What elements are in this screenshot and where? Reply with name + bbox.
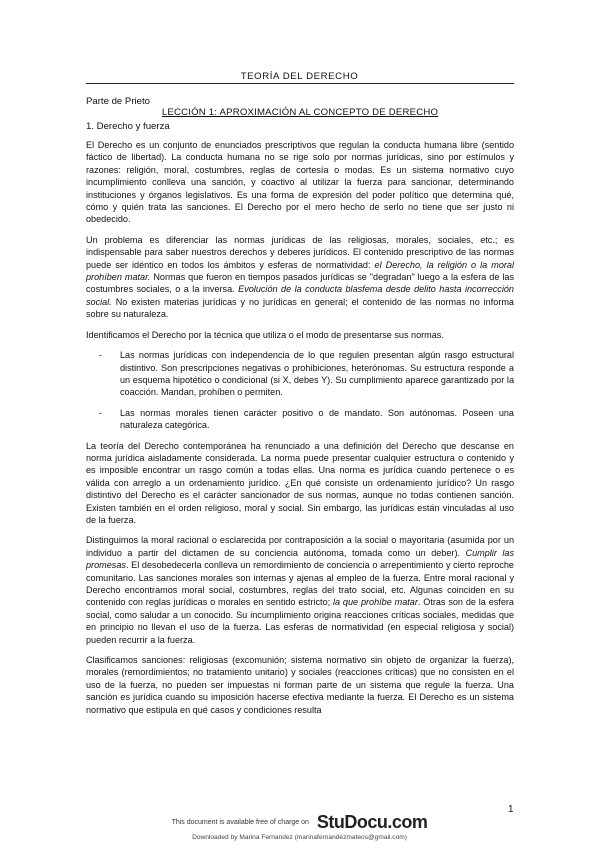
paragraph-5: [86, 534, 514, 646]
bullet-dash: -: [99, 407, 103, 418]
paragraph-2: [86, 234, 514, 321]
bullet-dash: -: [99, 350, 103, 361]
paragraph-2-text-c: No existen materias jurídicas y no jurídicas en general; el contenido de las normas no informa sobre su naturaleza.: [86, 296, 514, 320]
footer-availability: [0, 812, 599, 833]
availability-text: This document is available free of charge on: [171, 819, 309, 826]
paragraph-2-text-a: Un problema es diferenciar las normas jurídicas de las religiosas, morales, sociales, etc.; es indispensable para saber nuestros derechos y deberes jurídicos. El contenido prescriptivo de las normas puede ser idéntico en todos los ámbitos y esferas de normatividad:: [86, 234, 514, 270]
paragraph-2-italic-1: el Derecho, la religión o la moral prohíben matar.: [86, 259, 514, 283]
paragraph-4: La teoría del Derecho contemporánea ha renunciado a una definición del Derecho que descanse en norma jurídica aisladamente considerada. La norma puede presentar cualquier estructura o contenido y es imposible encontrar un rasgo común a todas ellas. Una norma es jurídica cuando pertenece o es válida con arreglo a un ordenamiento jurídico. ¿En qué consiste un ordenamiento jurídico? Un rasgo distintivo del Derecho es el carácter sancionador de sus normas, aunque no todas contienen sanción. Existen también en el orden religioso, moral y social. Sin embargo, las jurídicas están vinculadas al uso de la fuerza.: [86, 440, 514, 525]
document-header-title: TEORÍA DEL DERECHO: [240, 71, 359, 82]
paragraph-2-italic-2: Evolución de la conducta blasfema desde delito hasta incorrección social.: [86, 284, 514, 307]
paragraph-5-text-b: . El desobedecerla conlleva un remordimiento de conciencia o arrepentimiento y cierto reproche comunitario. Las sanciones morales son internas y ajenas al empleo de la fuerza. Entre moral racional y Derecho encontramos moral social, costumbres, reglas del trato social, etc. Algunas coinciden en su contenido con reglas jurídicas o morales en sentido estricto;: [86, 560, 514, 608]
paragraph-2-text-b: Normas que fueron en tiempos pasados jurídicas se "degradan" luego a la esfera de las costumbres sociales, o a la inversa.: [86, 272, 514, 295]
list-item-text: Las normas jurídicas con independencia de lo que regulen presentan algún rasgo estructural distintivo. Son prescripciones negativas o prohibiciones, heterónomas. Su estructura responde a un esquema hipotético o condicional (si X, debes Y). Su cumplimiento aparece garantizado por la coacción. Mandan, prohíben o permiten.: [120, 350, 514, 398]
studocu-logo-link[interactable]: StuDocu.com: [316, 812, 428, 832]
section-heading: 1. Derecho y fuerza: [86, 121, 170, 132]
bullet-list: [86, 349, 514, 431]
lesson-title: LECCIÓN 1: APROXIMACIÓN AL CONCEPTO DE DERECHO: [161, 107, 439, 118]
body-text: [86, 139, 514, 724]
paragraph-6: Clasificamos sanciones: religiosas (excomunión; sistema normativo sin objeto de organizar la fuerza), morales (remordimientos; no tratamiento unitario) y sociales (reacciones críticas) que no consisten en el uso de la fuerza, no pueden ser impuestas ni forman parte de un sistema que regule la fuerza. Una sanción es jurídica cuando su imposición hacerse efectiva mediante la fuerza. El Derecho es un sistema normativo que estipula en qué casos y condiciones resulta: [86, 655, 514, 715]
author-line: Parte de Prieto: [86, 96, 150, 107]
paragraph-5-text-a: Distinguimos la moral racional o esclarecida por contraposición a la social o mayoritaria (asumida por un individuo a partir del dictamen de su conciencia autónoma, tomada como un deber).: [86, 535, 514, 558]
download-attribution: Downloaded by Marina Fernandez (marinafernandezmateos@gmail.com): [192, 834, 407, 841]
paragraph-5-italic-1: Cumplir las promesas: [86, 547, 514, 571]
paragraph-5-text-c: . Otras son de la esfera social, como saludar a un conocido. Su incumplimiento origina reacciones críticas sociales, medidas que en principio no llevan el uso de la fuerza. Las esferas de normatividad (en especial religiosa y social) pueden recurrir a la fuerza.: [86, 597, 514, 645]
header-divider: [86, 83, 514, 84]
list-item-text: Las normas morales tienen carácter positivo o de mandato. Son autónomas. Poseen una naturaleza categórica.: [120, 407, 514, 431]
paragraph-5-italic-2: la que prohíbe matar: [333, 597, 418, 608]
paragraph-1: El Derecho es un conjunto de enunciados prescriptivos que regulan la conducta humana libre (sentido fáctico de libertad). La conducta humana no se rige solo por normas jurídicas, sino por estímulos y razones: religión, moral, costumbres, reglas de cortesía o modas. Es un sistema normativo cuyo incumplimiento conlleva una sanción, y coactivo al utilizar la fuerza para sancionar, determinando instituciones y órganos legislativos. Es una forma de expresión del poder político que determina qué, cómo y quién trata las sanciones. El Derecho por el mero hecho de serlo no tiene que ser justo ni obedecido.: [86, 140, 514, 225]
page-number: 1: [508, 804, 514, 815]
list-item: [86, 407, 514, 432]
list-item: [86, 349, 514, 399]
paragraph-3: Identificamos el Derecho por la técnica que utiliza o el modo de presentarse sus normas.: [86, 329, 444, 340]
